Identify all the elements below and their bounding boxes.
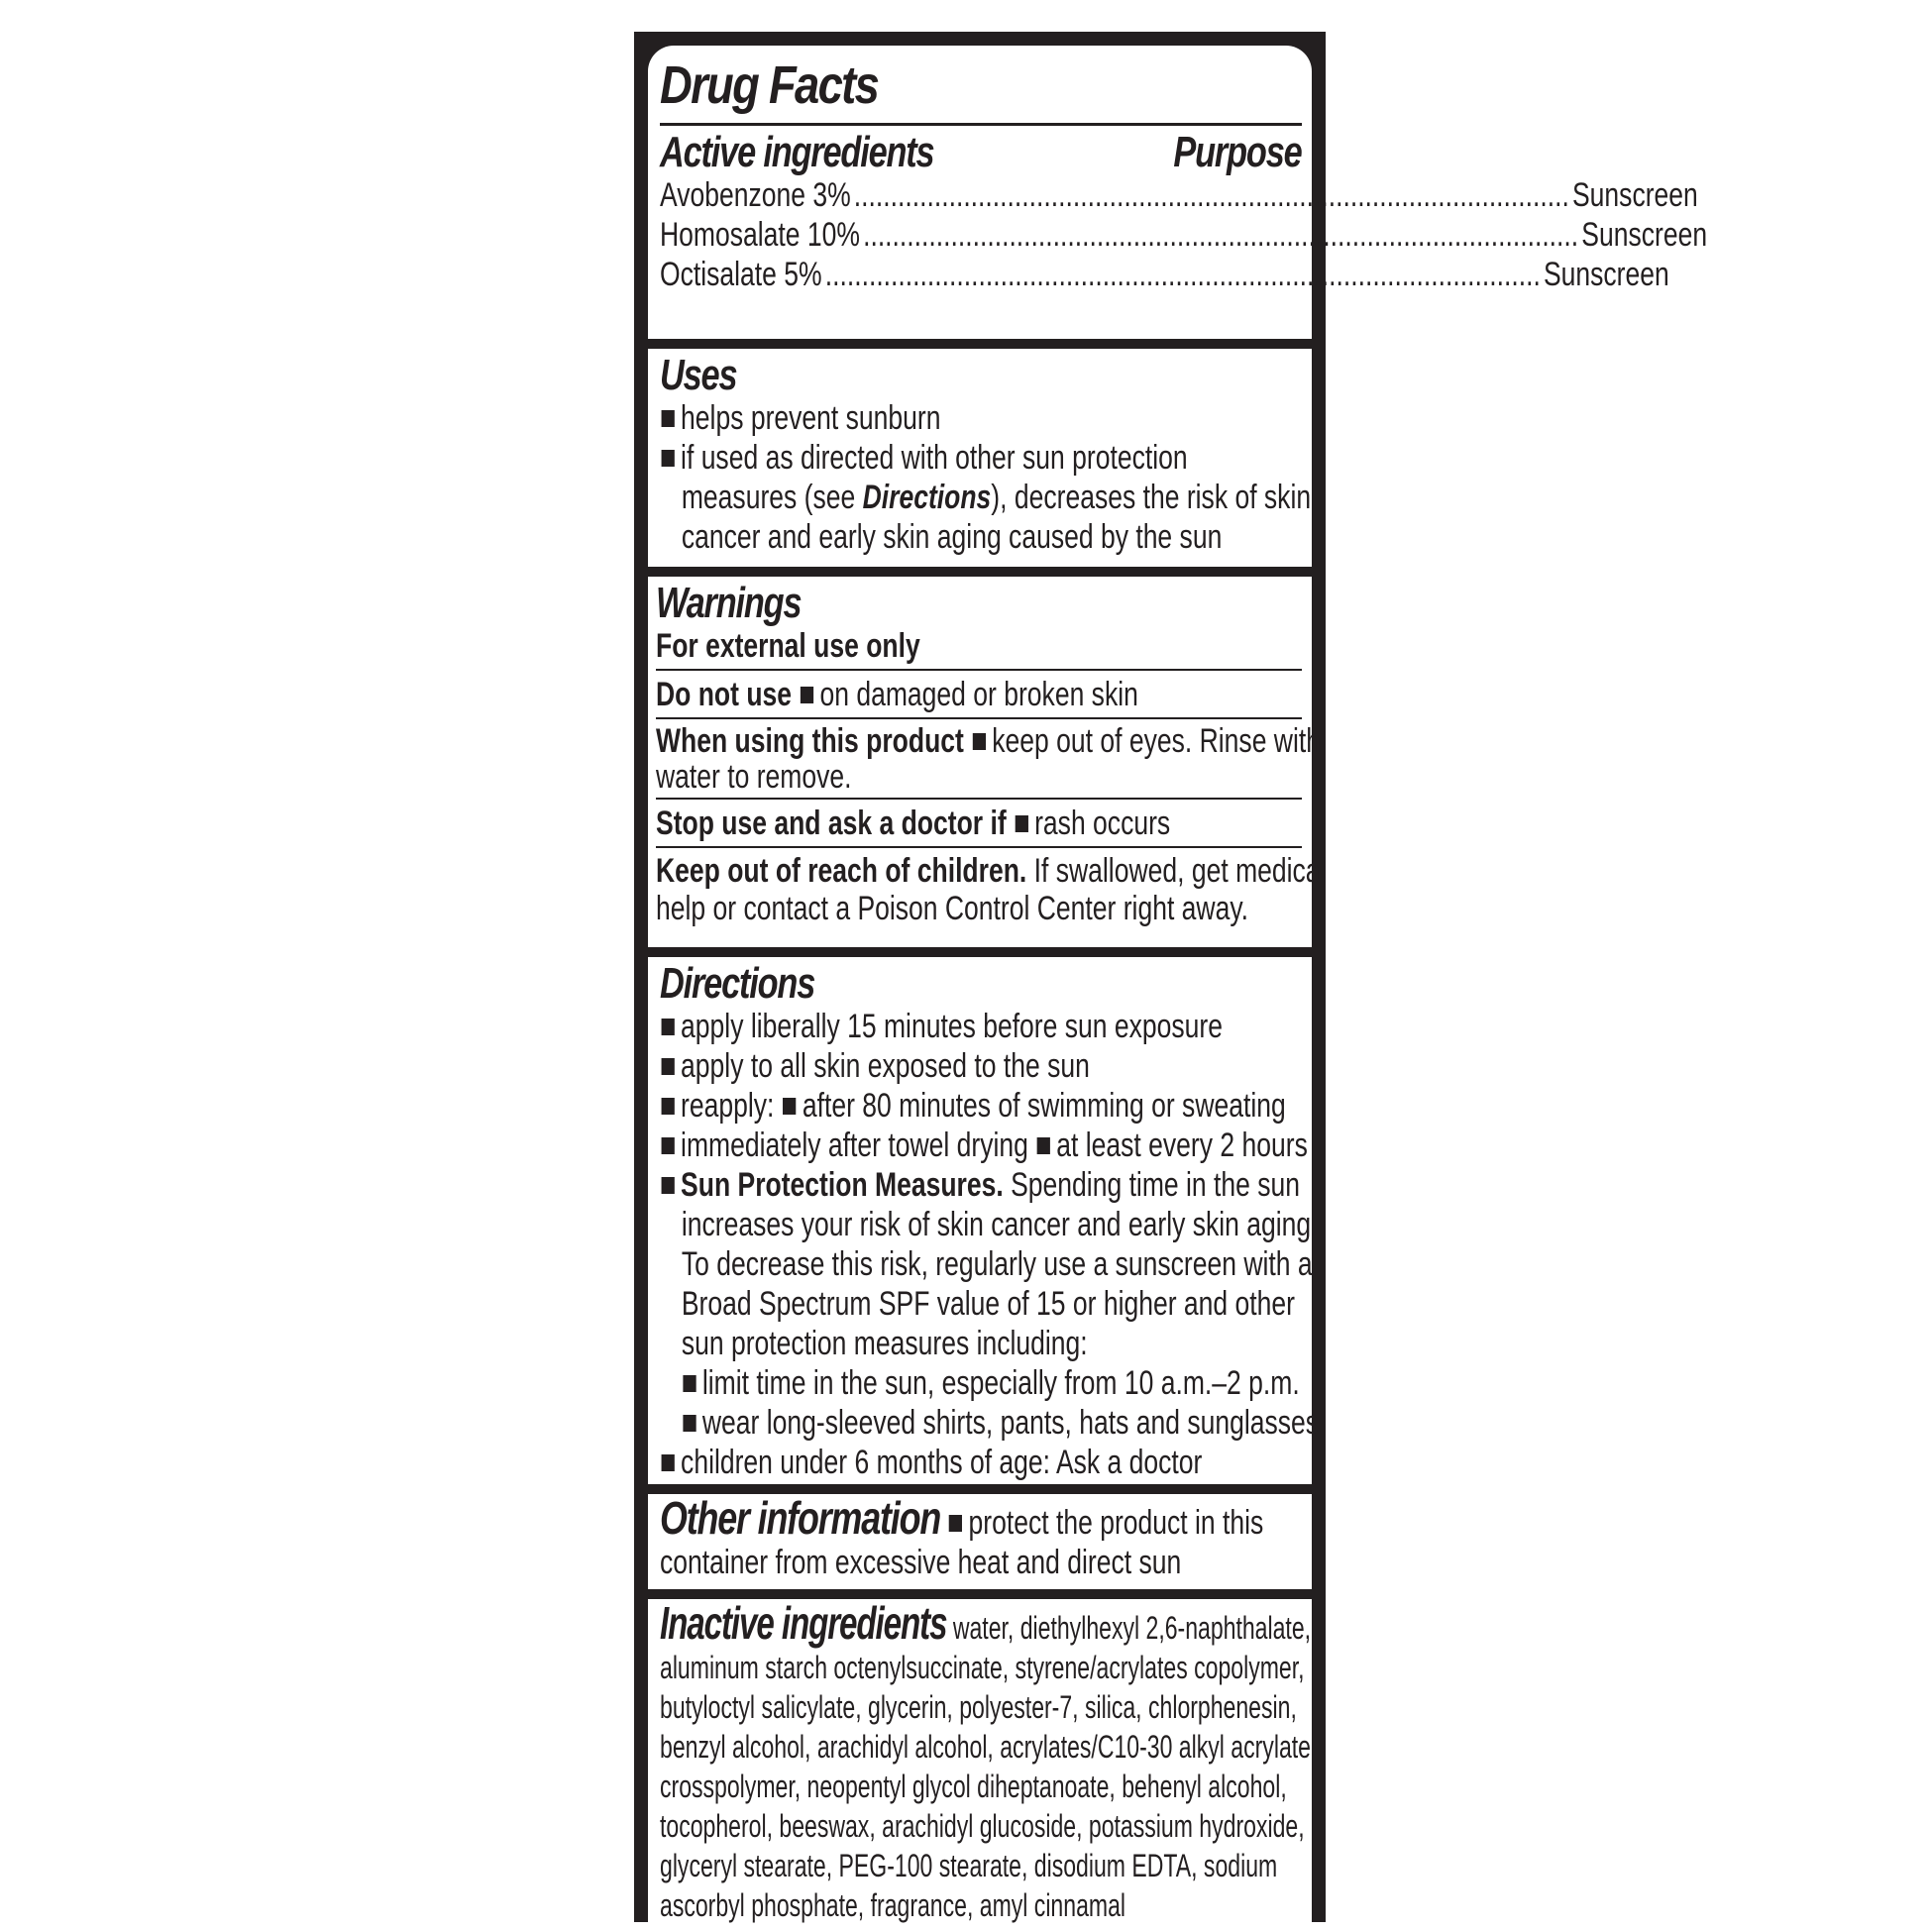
purpose-heading: Purpose	[1173, 128, 1302, 176]
bullet-square-icon	[662, 1454, 675, 1471]
bullet-square-icon	[683, 1415, 696, 1432]
bullet-square-icon	[662, 450, 675, 467]
list-item: children under 6 months of age: Ask a doctor	[660, 1443, 1160, 1482]
title-rule	[660, 123, 1302, 126]
divider	[656, 669, 1302, 671]
directions-heading: Directions	[660, 959, 815, 1008]
other-information-heading: Other information	[660, 1492, 941, 1544]
list-item: Sun Protection Measures. Spending time in the sun	[660, 1165, 1160, 1205]
warnings-section	[648, 577, 1327, 947]
drug-facts-title: Drug Facts	[660, 55, 879, 115]
list-item: reapply: after 80 minutes of swimming or sweating	[660, 1086, 1160, 1126]
list-item-continued: cancer and early skin aging caused by the sun	[681, 518, 1223, 556]
stop-use-row: Stop use and ask a doctor if rash occurs	[656, 805, 1171, 842]
active-header-row	[660, 130, 1302, 175]
list-item: apply to all skin exposed to the sun	[660, 1046, 1160, 1086]
sub-list-item: wear long-sleeved shirts, pants, hats and sunglasses	[660, 1403, 1160, 1443]
ingredient-row	[660, 255, 1669, 294]
other-information-section	[648, 1494, 1312, 1589]
ingredient-name: Avobenzone 3%	[660, 176, 851, 214]
sub-list-item: limit time in the sun, especially from 10 a.m.–2 p.m.	[660, 1363, 1160, 1403]
list-item: apply liberally 15 minutes before sun exposure	[660, 1007, 1160, 1046]
leader-dots: ..................................................................................................	[863, 216, 1579, 254]
divider	[656, 846, 1302, 848]
list-item-continued: To decrease this risk, regularly use a sunscreen with a	[681, 1245, 1313, 1283]
bullet-square-icon	[1016, 815, 1028, 832]
bullet-square-icon	[683, 1375, 696, 1392]
bullet-square-icon	[662, 1098, 675, 1115]
ingredient-purpose: Sunscreen	[1581, 216, 1708, 254]
bullet-square-icon	[1037, 1137, 1050, 1154]
directions-section	[648, 957, 1319, 1484]
ingredient-row	[660, 175, 1698, 215]
leader-dots: ..................................................................................................	[824, 256, 1541, 293]
list-item-continued: increases your risk of skin cancer and early skin aging.	[681, 1206, 1319, 1243]
do-not-use-row: Do not use on damaged or broken skin	[656, 676, 1138, 713]
uses-section	[648, 349, 1312, 567]
active-list	[660, 175, 1708, 294]
drug-facts-label	[634, 32, 1708, 1923]
inactive-ingredients-heading: Inactive ingredients	[660, 1597, 947, 1649]
bullet-square-icon	[662, 1137, 675, 1154]
when-using-row: When using this product keep out of eyes. Rinse with water to remove.	[656, 722, 1321, 796]
active-ingredients-heading: Active ingredients	[660, 128, 934, 176]
list-item: if used as directed with other sun protection	[660, 438, 1160, 478]
bullet-square-icon	[662, 1019, 675, 1035]
divider	[656, 717, 1302, 719]
bullet-square-icon	[949, 1515, 962, 1532]
divider	[656, 798, 1302, 800]
inactive-ingredients-section	[648, 1599, 1312, 1932]
ingredient-name: Octisalate 5%	[660, 256, 822, 293]
list-item: immediately after towel drying at least every 2 hours	[660, 1126, 1160, 1165]
ingredient-purpose: Sunscreen	[1543, 256, 1669, 293]
ingredient-row	[660, 215, 1708, 255]
bullet-square-icon	[662, 410, 675, 427]
inactive-text: Inactive ingredients water, diethylhexyl 2,6-naphthalate, aluminum starch octenylsuccinate, styrene/acrylates copolymer, butyloctyl salicylate, glycerin, polyester-7, silica, chlorphenesin, benzyl alcohol, arachidyl alcohol, acrylates/C10-30 alkyl acrylate crosspolymer, neopentyl glycol diheptanoate, behenyl alcohol, tocopherol, beeswax, arachidyl glucoside, potassium hydroxide, glyceryl stearate, PEG-100 stearate, disodium EDTA, sodium ascorbyl phosphate, fragrance, amyl cinnamal	[660, 1597, 1312, 1923]
bullet-square-icon	[662, 1177, 675, 1194]
list-item-continued: Broad Spectrum SPF value of 15 or higher and other	[681, 1285, 1296, 1323]
bullet-square-icon	[783, 1098, 796, 1115]
directions-list	[660, 1007, 1319, 1482]
other-info-text: Other information protect the product in this container from excessive heat and direct sun	[660, 1492, 1264, 1581]
leader-dots: ..................................................................................................	[853, 176, 1569, 214]
uses-list	[660, 398, 1312, 557]
list-item-continued: sun protection measures including:	[681, 1325, 1088, 1362]
keep-out-row: Keep out of reach of children. If swallowed, get medical help or contact a Poison Control Center right away.	[656, 852, 1327, 927]
external-use-text: For external use only	[656, 627, 920, 665]
bullet-square-icon	[801, 687, 813, 703]
list-item-continued: measures (see Directions), decreases the risk of skin	[681, 479, 1312, 516]
ingredient-name: Homosalate 10%	[660, 216, 860, 254]
list-item: helps prevent sunburn	[660, 398, 1160, 438]
active-ingredients-section	[648, 46, 1708, 339]
uses-heading: Uses	[660, 351, 737, 399]
bullet-square-icon	[973, 733, 986, 750]
warnings-heading: Warnings	[656, 579, 802, 627]
bullet-square-icon	[662, 1058, 675, 1075]
ingredient-purpose: Sunscreen	[1571, 176, 1698, 214]
